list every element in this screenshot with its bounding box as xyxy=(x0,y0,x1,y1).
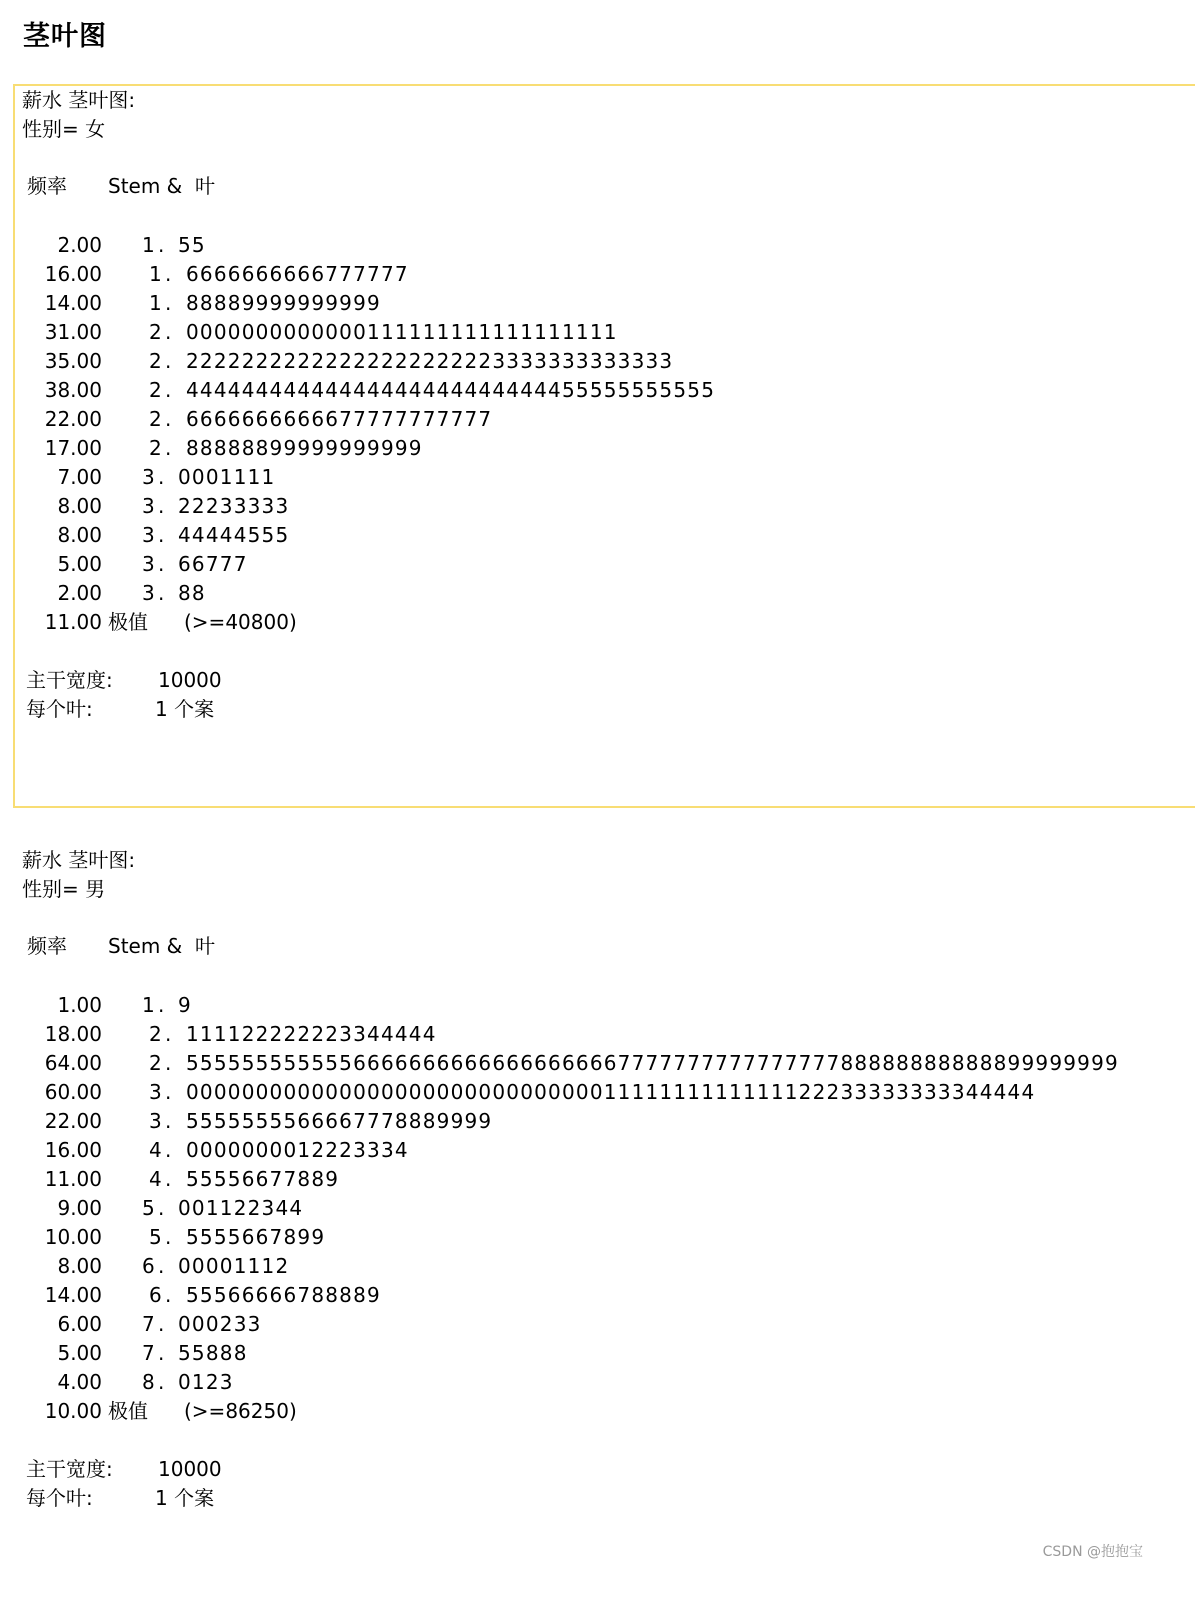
row-frequency: 1.00 xyxy=(57,993,102,1017)
row-frequency: 11.00 xyxy=(44,1167,102,1191)
row-leaves: 55556677889 xyxy=(186,1167,340,1191)
stem-width-value: 10000 xyxy=(158,1457,222,1481)
row-leaves: 0000000000000111111111111111111 xyxy=(186,320,618,344)
row-leaves: 5555555555556666666666666666666777777777777777788888888888899999999 xyxy=(186,1051,1119,1075)
row-leaves: 0000000012223334 xyxy=(186,1138,409,1162)
row-stem: 3 xyxy=(149,1080,162,1104)
row-frequency: 9.00 xyxy=(57,1196,102,1220)
row-stem: 2 xyxy=(149,407,162,431)
row-frequency: 8.00 xyxy=(57,523,102,547)
row-frequency: 2.00 xyxy=(57,581,102,605)
extreme-value: (>=40800) xyxy=(184,610,297,634)
row-frequency: 14.00 xyxy=(44,291,102,315)
leaf-unit-value: 1 个案 xyxy=(155,1486,215,1510)
row-frequency: 7.00 xyxy=(57,465,102,489)
row-stem-separator: . xyxy=(158,465,165,489)
chart-header: 薪水 茎叶图: xyxy=(22,848,136,872)
row-stem-separator: . xyxy=(165,349,172,373)
row-stem-separator: . xyxy=(165,1051,172,1075)
row-frequency: 2.00 xyxy=(57,233,102,257)
row-frequency: 6.00 xyxy=(57,1312,102,1336)
row-stem: 5 xyxy=(142,1196,155,1220)
row-frequency: 4.00 xyxy=(57,1370,102,1394)
extreme-value: (>=86250) xyxy=(184,1399,297,1423)
row-stem-separator: . xyxy=(165,291,172,315)
row-stem: 5 xyxy=(149,1225,162,1249)
row-stem: 3 xyxy=(142,581,155,605)
row-stem: 1 xyxy=(149,262,162,286)
stem-width-label: 主干宽度: xyxy=(26,668,113,692)
stem-width-value: 10000 xyxy=(158,668,222,692)
row-frequency: 18.00 xyxy=(44,1022,102,1046)
row-stem-separator: . xyxy=(165,436,172,460)
row-stem: 7 xyxy=(142,1312,155,1336)
row-leaves: 55 xyxy=(178,233,206,257)
leaf-unit-label: 每个叶: xyxy=(26,1486,93,1510)
row-leaves: 88888899999999999 xyxy=(186,436,423,460)
row-frequency: 5.00 xyxy=(57,552,102,576)
row-leaves: 5555555566667778889999 xyxy=(186,1109,493,1133)
row-leaves: 6666666666777777 xyxy=(186,262,409,286)
leaf-unit-value: 1 个案 xyxy=(155,697,215,721)
row-leaves: 9 xyxy=(178,993,192,1017)
footer-watermark: CSDN @抱抱宝 xyxy=(1042,1544,1143,1560)
row-stem-separator: . xyxy=(165,1080,172,1104)
extreme-frequency: 11.00 xyxy=(44,610,102,634)
row-leaves: 6666666666677777777777 xyxy=(186,407,493,431)
row-stem: 1 xyxy=(142,233,155,257)
row-stem: 1 xyxy=(142,993,155,1017)
extreme-label: 极值 xyxy=(108,1399,148,1423)
group-label: 性别= 男 xyxy=(22,877,106,901)
stem-width-label: 主干宽度: xyxy=(26,1457,113,1481)
row-frequency: 14.00 xyxy=(44,1283,102,1307)
page-title: 茎叶图 xyxy=(23,21,107,52)
row-leaves: 001122344 xyxy=(178,1196,304,1220)
row-stem-separator: . xyxy=(158,552,165,576)
row-frequency: 35.00 xyxy=(44,349,102,373)
column-header-stem-leaf: Stem & 叶 xyxy=(108,174,215,198)
row-leaves: 22233333 xyxy=(178,494,290,518)
row-leaves: 66777 xyxy=(178,552,248,576)
row-stem: 2 xyxy=(149,320,162,344)
row-stem-separator: . xyxy=(158,1254,165,1278)
row-stem: 8 xyxy=(142,1370,155,1394)
row-stem: 4 xyxy=(149,1138,162,1162)
row-frequency: 8.00 xyxy=(57,1254,102,1278)
row-stem-separator: . xyxy=(158,1196,165,1220)
row-stem: 6 xyxy=(142,1254,155,1278)
row-stem-separator: . xyxy=(165,407,172,431)
row-stem-separator: . xyxy=(165,1138,172,1162)
row-stem: 3 xyxy=(142,465,155,489)
row-stem: 2 xyxy=(149,1022,162,1046)
row-leaves: 5555667899 xyxy=(186,1225,326,1249)
row-stem: 2 xyxy=(149,436,162,460)
row-stem-separator: . xyxy=(165,320,172,344)
row-stem-separator: . xyxy=(165,1109,172,1133)
row-leaves: 0123 xyxy=(178,1370,234,1394)
row-leaves: 000233 xyxy=(178,1312,262,1336)
leaf-unit-label: 每个叶: xyxy=(26,697,93,721)
row-frequency: 5.00 xyxy=(57,1341,102,1365)
row-stem-separator: . xyxy=(165,1225,172,1249)
row-stem-separator: . xyxy=(158,1370,165,1394)
extreme-label: 极值 xyxy=(108,610,148,634)
row-stem-separator: . xyxy=(158,233,165,257)
row-stem-separator: . xyxy=(158,1312,165,1336)
row-stem: 2 xyxy=(149,1051,162,1075)
chart-header: 薪水 茎叶图: xyxy=(22,88,136,112)
row-frequency: 16.00 xyxy=(44,262,102,286)
row-stem-separator: . xyxy=(158,993,165,1017)
row-stem-separator: . xyxy=(158,1341,165,1365)
row-frequency: 38.00 xyxy=(44,378,102,402)
row-frequency: 16.00 xyxy=(44,1138,102,1162)
extreme-frequency: 10.00 xyxy=(44,1399,102,1423)
row-stem-separator: . xyxy=(158,523,165,547)
row-leaves: 44444444444444444444444444455555555555 xyxy=(186,378,716,402)
row-stem: 6 xyxy=(149,1283,162,1307)
row-leaves: 44444555 xyxy=(178,523,290,547)
row-leaves: 111122222223344444 xyxy=(186,1022,437,1046)
row-frequency: 22.00 xyxy=(44,1109,102,1133)
group-label: 性别= 女 xyxy=(22,117,106,141)
row-leaves: 00001112 xyxy=(178,1254,290,1278)
row-frequency: 31.00 xyxy=(44,320,102,344)
row-stem: 2 xyxy=(149,349,162,373)
row-stem: 2 xyxy=(149,378,162,402)
row-stem: 3 xyxy=(142,494,155,518)
row-stem-separator: . xyxy=(158,581,165,605)
row-leaves: 22222222222222222222223333333333333 xyxy=(186,349,674,373)
row-frequency: 17.00 xyxy=(44,436,102,460)
row-leaves: 55566666788889 xyxy=(186,1283,381,1307)
row-stem-separator: . xyxy=(165,262,172,286)
row-leaves: 88 xyxy=(178,581,206,605)
row-stem: 1 xyxy=(149,291,162,315)
row-stem-separator: . xyxy=(165,1167,172,1191)
row-stem: 3 xyxy=(142,523,155,547)
row-leaves: 88889999999999 xyxy=(186,291,381,315)
row-frequency: 60.00 xyxy=(44,1080,102,1104)
row-frequency: 10.00 xyxy=(44,1225,102,1249)
row-leaves: 0001111 xyxy=(178,465,276,489)
row-stem-separator: . xyxy=(158,494,165,518)
column-header-frequency: 频率 xyxy=(27,174,67,198)
row-stem-separator: . xyxy=(165,1283,172,1307)
row-frequency: 64.00 xyxy=(44,1051,102,1075)
row-stem: 4 xyxy=(149,1167,162,1191)
row-frequency: 8.00 xyxy=(57,494,102,518)
row-stem-separator: . xyxy=(165,1022,172,1046)
row-leaves: 55888 xyxy=(178,1341,248,1365)
column-header-frequency: 频率 xyxy=(27,934,67,958)
row-frequency: 22.00 xyxy=(44,407,102,431)
row-stem: 3 xyxy=(142,552,155,576)
row-stem-separator: . xyxy=(165,378,172,402)
row-stem: 7 xyxy=(142,1341,155,1365)
row-stem: 3 xyxy=(149,1109,162,1133)
row-leaves: 0000000000000000000000000000001111111111111122233333333344444 xyxy=(186,1080,1036,1104)
column-header-stem-leaf: Stem & 叶 xyxy=(108,934,215,958)
